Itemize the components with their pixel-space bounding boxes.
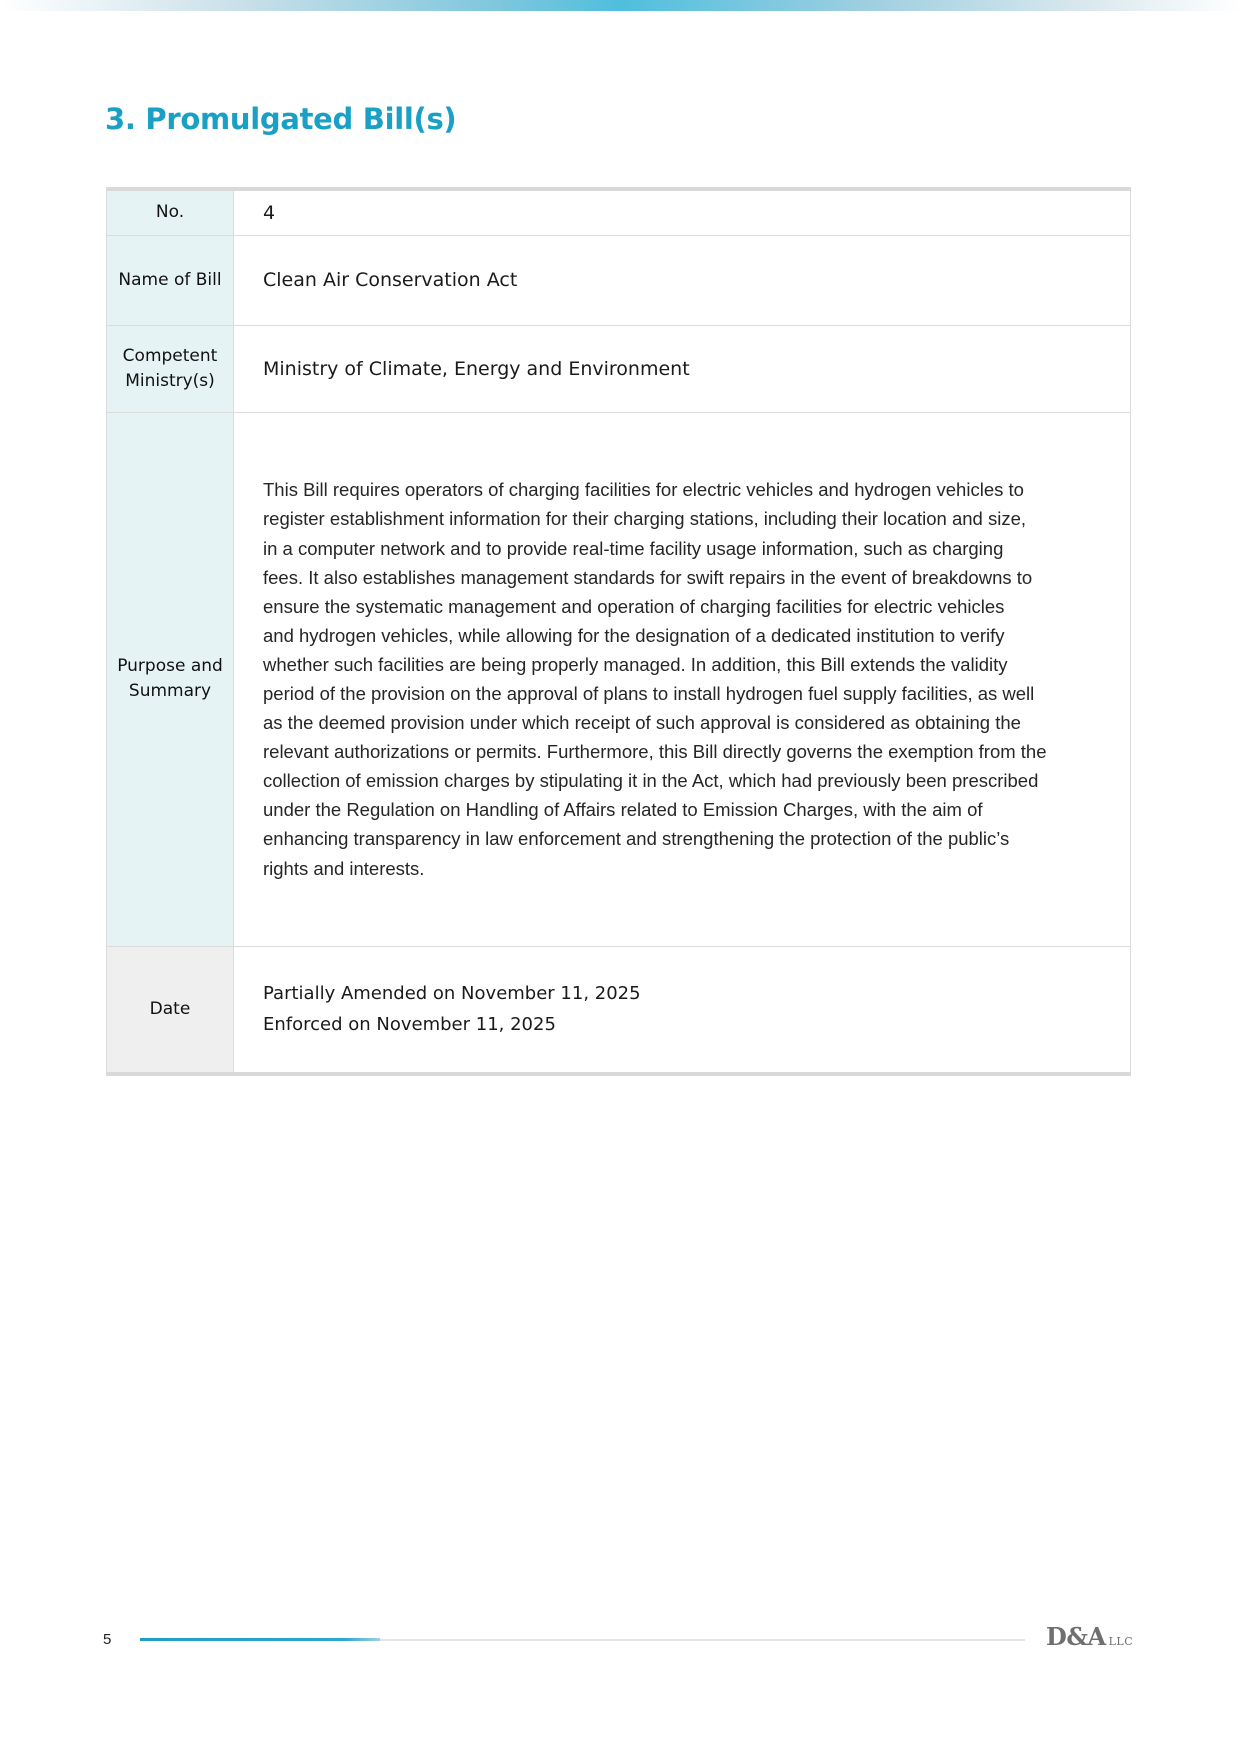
logo-mark: D&A <box>1046 1622 1106 1651</box>
logo-suffix: LLC <box>1108 1635 1134 1648</box>
date-amended: Partially Amended on November 11, 2025 <box>263 983 641 1005</box>
summary-line: rights and interests. <box>263 857 425 879</box>
summary-line: fees. It also establishes management standards for swift repairs in the event of breakdowns to <box>263 566 1033 588</box>
summary-line: ensure the systematic management and operation of charging facilities for electric vehicles <box>263 595 1005 617</box>
row-date <box>107 946 1131 1074</box>
summary-line: collection of emission charges by stipulating it in the Act, which had previously been prescribed <box>263 770 1039 792</box>
row-ministry <box>107 325 1131 412</box>
page-number: 5 <box>103 1631 112 1648</box>
summary-line: under the Regulation on Handling of Affairs related to Emission Charges, with the aim of <box>263 799 983 821</box>
date-cell <box>234 946 1131 1074</box>
no-value: 4 <box>234 189 1131 235</box>
section-title: 3. Promulgated Bill(s) <box>105 102 457 136</box>
footer-divider-accent <box>140 1638 380 1641</box>
summary-line: enhancing transparency in law enforcement and strengthening the protection of the public’s <box>263 828 1010 850</box>
ministry-value: Ministry of Climate, Energy and Environment <box>234 325 1131 412</box>
name-label: Name of Bill <box>107 235 234 325</box>
summary-line: and hydrogen vehicles, while allowing for the designation of a dedicated institution to verify <box>263 624 1005 646</box>
row-name <box>107 235 1131 325</box>
bill-table <box>106 187 1131 1076</box>
summary-line: relevant authorizations or permits. Furthermore, this Bill directly governs the exemption from the <box>263 741 1047 763</box>
row-no <box>107 189 1131 235</box>
summary-line: as the deemed provision under which receipt of such approval is considered as obtaining the <box>263 712 1021 734</box>
summary-line: This Bill requires operators of charging facilities for electric vehicles and hydrogen vehicles to <box>263 479 1024 501</box>
summary-line: period of the provision on the approval of plans to install hydrogen fuel supply facilities, as well <box>263 683 1035 704</box>
ministry-label: Competent Ministry(s) <box>107 325 234 412</box>
company-logo <box>1046 1622 1133 1651</box>
summary-text <box>263 475 1106 882</box>
bill-name-value: Clean Air Conservation Act <box>234 235 1131 325</box>
summary-line: whether such facilities are being properly managed. In addition, this Bill extends the validity <box>263 653 1008 675</box>
row-summary <box>107 412 1131 946</box>
top-gradient-bar <box>0 0 1241 11</box>
date-label: Date <box>107 946 234 1074</box>
summary-label: Purpose and Summary <box>107 412 234 946</box>
summary-line: register establishment information for their charging stations, including their location and size, <box>263 508 1027 530</box>
summary-line: in a computer network and to provide real-time facility usage information, such as charging <box>263 537 1004 559</box>
no-label: No. <box>107 189 234 235</box>
date-enforced: Enforced on November 11, 2025 <box>263 1014 556 1036</box>
summary-cell <box>234 412 1131 946</box>
